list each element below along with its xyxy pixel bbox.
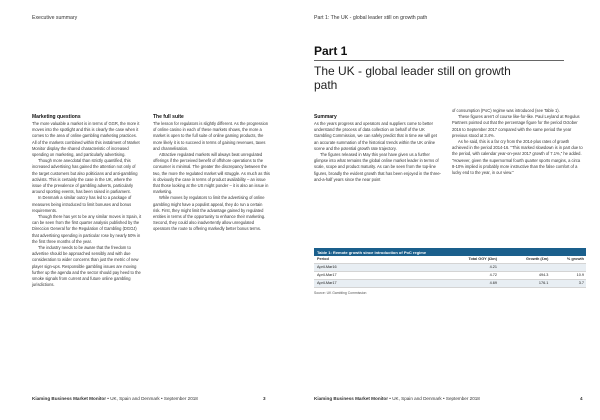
page-number: 4: [580, 396, 583, 401]
table-cell: 3.7: [578, 281, 584, 285]
table-cell: 4.72: [489, 273, 497, 277]
section-heading: The full suite: [153, 114, 184, 120]
part-title: The UK - global leader still on growth path: [314, 64, 511, 92]
column-header: Total GGY (£bn): [468, 257, 497, 261]
paragraph: The lesson for regulators is slightly different. As the progression of online casino in each of these markets shows, the more a market is open to the full suite of online gaming products, the more likely it is to succeed in terms of gaining revenues, taxes and channelisation.: [153, 121, 269, 151]
divider: [314, 60, 564, 61]
table-header-row: [314, 256, 586, 264]
section-heading: Marketing questions: [32, 114, 81, 120]
left-column-1: [32, 114, 142, 288]
right-column-2: [452, 108, 584, 176]
footer-publication: Kiaming Business Market Monitor: [314, 396, 389, 401]
table-cell: [497, 265, 548, 270]
page-number: 3: [263, 396, 266, 401]
column-header: Growth (£m): [526, 257, 549, 261]
paragraph: Attractive regulated markets will always beat unregulated offerings if the perceived benefit of offshore operations to the consumer is minimal. The greater the discrepancy between the two, the more the regulated market will struggle. As much as this is obviously the case in terms of product availability – an issue that those looking at the US might ponder – it is also an issue in marketing.: [153, 152, 270, 195]
table-cell: [548, 265, 586, 270]
footer-details: • UK, Spain and Denmark • September 2018: [388, 396, 480, 401]
table-cell: 4.21: [489, 265, 497, 269]
table-cell: 4.69: [489, 281, 497, 285]
column-header: Period: [317, 257, 329, 261]
table-cell: April-Mar17: [317, 273, 337, 277]
section-heading: Summary: [314, 114, 337, 120]
part-header: [314, 44, 564, 92]
table-cell: 176.1: [538, 281, 549, 285]
paragraph: As he said, this is a far cry from the 2014-plus rates of growth achieved in the period 2014-16. "This marked slowdown is in part due to the period, with calendar year-on-year 2017 growth of 7.1%," he added. "However, given the supernormal fourth quarter sports margins, a circa 8-10% implied is probably more instructive than the false comfort of a lucky end to the year, in our view.": [452, 139, 583, 176]
page-footer: [314, 396, 480, 401]
running-head: Part 1: The UK - global leader still on growth path: [314, 15, 428, 21]
paragraph: While moves by regulators to limit the advertising of online gambling might have a populist appeal, they do run a certain risk. First, they might limit the advantage gained by regulated entities in terms of the opportunity to enhance their marketing. Second, they could also inadvertently allow unregulated operators the route to offering markedly better bonus terms.: [153, 195, 266, 232]
right-page: [300, 0, 600, 420]
table-row: [314, 272, 586, 280]
growth-table: [314, 248, 586, 295]
footer-publication: Kiaming Business Market Monitor: [32, 396, 107, 401]
table-title: Table 1: Remote growth since introduction of PoC regime: [314, 248, 586, 256]
paragraph: The industry needs to be aware that the freedom to advertise should be approached sensibly and with due consideration to wider concerns than just the metric of new player sign-ups. Responsible gambling issues are moving further up the agenda and the sector should pay heed to the smoke signals from current and future online gambling jurisdictions.: [32, 245, 141, 288]
table-row: [314, 280, 586, 288]
running-head: Executive summary: [32, 15, 78, 21]
paragraph: Though there has yet to be any similar moves in Spain, it can be seen from the first quarter analysis published by the Direccion General for the Regulation of Gambling (DGOJ) that advertising spending in particular rose by nearly 50% in the first three months of the year.: [32, 214, 142, 244]
paragraph: As the years progress and operators and suppliers come to better understand the process of data collection on behalf of the UK Gambling Commission, we can safely predict that in time we will get an accurate summation of the historical trends within the UK online scene and the potential growth rate trajectory.: [314, 121, 437, 151]
page-footer: [32, 396, 198, 401]
left-column-2: [153, 114, 271, 233]
table-row: [314, 264, 586, 272]
column-header: % growth: [566, 257, 584, 261]
table-cell: 494.3: [538, 273, 549, 277]
table-cell: 10.9: [576, 273, 584, 277]
footer-details: • UK, Spain and Denmark • September 2018: [106, 396, 198, 401]
table-cell: April-Mar17: [317, 281, 337, 285]
table-source: Source: UK Gambling Commission: [314, 291, 367, 295]
paragraph: of consumption (PoC) regime was introduced (see Table 1).: [452, 108, 560, 113]
paragraph: Though more anecdotal than strictly quantified, this increased advertising has gained the attention not only of the target customers but also politicians and anti-gambling activists. This is certainly the case in the UK, where the issue of the prevalence of gambling adverts, particularly around sporting events, has been raised in parliament.: [32, 158, 138, 195]
paragraph: In Denmark a similar outcry has led to a package of measures being introduced to limit bonuses and bonus requirements.: [32, 195, 132, 213]
part-label: Part 1: [314, 44, 348, 58]
paragraph: The figures released in May this year have given us a further glimpse into what remains the global online market leader in terms of scale, scope and product maturity. As can be seen from the top-line figures, broadly the evident growth that has been enjoyed in the three-and-a-half years since the near point: [314, 152, 441, 182]
paragraph: These figures aren't of course like-for-like. Paul Leyland at Regulus Partners pointed out that the percentage figure for the period October 2016 to September 2017 compared with the same period the year previous stood at 3.4%.: [452, 114, 580, 138]
paragraph: The more valuable a market is in terms of GGR, the more it moves into the spotlight and this is clearly the case when it comes to the area of online gambling marketing practices. All of the markets combined within this instalment of Market Monitor display the shared characteristic of increased spending on marketing, and particularly advertising.: [32, 121, 140, 158]
table-cell: April-Mar16: [317, 265, 337, 269]
right-column-1: [314, 114, 442, 183]
